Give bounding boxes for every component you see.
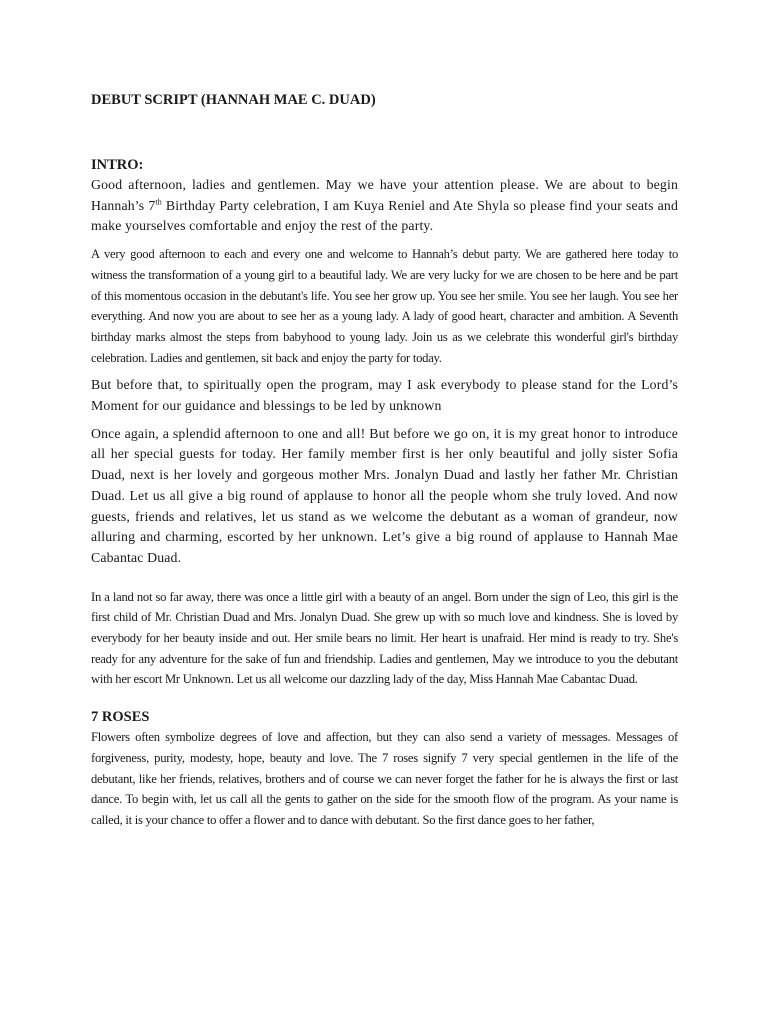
- document-page: [91, 90, 678, 831]
- intro-paragraph-4: Once again, a splendid afternoon to one and all! But before we go on, it is my great honor to introduce all her special guests for today. Her family member first is her only beautiful and jolly sister Sofia Duad, next is her lovely and gorgeous mother Mrs. Jonalyn Duad and lastly her father Mr. Christian Duad. Let us all give a big round of applause to honor all the people whom she truly loved. And now guests, friends and relatives, let us stand as we welcome the debutant as a woman of grandeur, now alluring and charming, escorted by her unknown. Let’s give a big round of applause to Hannah Mae Cabantac Duad.: [91, 425, 678, 565]
- ordinal-suffix: th: [155, 197, 162, 207]
- intro-paragraph-2: A very good afternoon to each and every one and welcome to Hannah’s debut party. We are gathered here today to witness the transformation of a young girl to a beautiful lady. We are very lucky for we are chosen to be here and be part of this momentous occasion in the debutant's life. You see her grow up. You see her smile. You see her laugh. You see her everything. And now you are about to see her as a young lady. A lady of good heart, character and ambition. A Seventh birthday marks almost the steps from babyhood to young lady. Join us as we celebrate this wonderful girl's birthday celebration. Ladies and gentlemen, sit back and enjoy the party for today.: [91, 247, 678, 365]
- intro-p1-text-start: Good afternoon, ladies and gentlemen. May we have your attention please. We are about to begin Hannah’s 7: [91, 177, 678, 213]
- document-title: DEBUT SCRIPT (HANNAH MAE C. DUAD): [91, 92, 376, 108]
- roses-paragraph-1: Flowers often symbolize degrees of love and affection, but they can also send a variety of messages. Messages of forgiveness, purity, modesty, hope, beauty and love. The 7 roses signify 7 very special gentlemen in the life of the debutant, like her friends, relatives, brothers and of course we can never forget the father for he is always the first or last dance. To begin with, let us call all the gents to gather on the side for the smooth flow of the program. As your name is called, it is your chance to offer a flower and to dance with debutant. So the first dance goes to her father,: [91, 730, 678, 827]
- intro-paragraph-1: [91, 175, 678, 237]
- intro-heading: INTRO:: [91, 157, 144, 173]
- intro-p1-text-end: Birthday Party celebration, I am Kuya Reniel and Ate Shyla so please find your seats and make yourselves comfortable and enjoy the rest of the party.: [91, 197, 678, 234]
- intro-paragraph-3: But before that, to spiritually open the program, may I ask everybody to please stand for the Lord’s Moment for our guidance and blessings to be led by unknown: [91, 377, 678, 414]
- intro-paragraph-5: In a land not so far away, there was once a little girl with a beauty of an angel. Born under the sign of Leo, this girl is the first child of Mr. Christian Duad and Mrs. Jonalyn Duad. She grew up with so much love and kindness. She is loved by everybody for her beauty inside and out. Her smile bears no limit. Her heart is unafraid. Her mind is ready to try. She's ready for any adventure for the sake of fun and friendship. Ladies and gentlemen, May we introduce to you the debutant with her escort Mr Unknown. Let us all welcome our dazzling lady of the day, Miss Hannah Mae Cabantac Duad.: [91, 589, 678, 687]
- roses-heading: 7 ROSES: [91, 709, 150, 726]
